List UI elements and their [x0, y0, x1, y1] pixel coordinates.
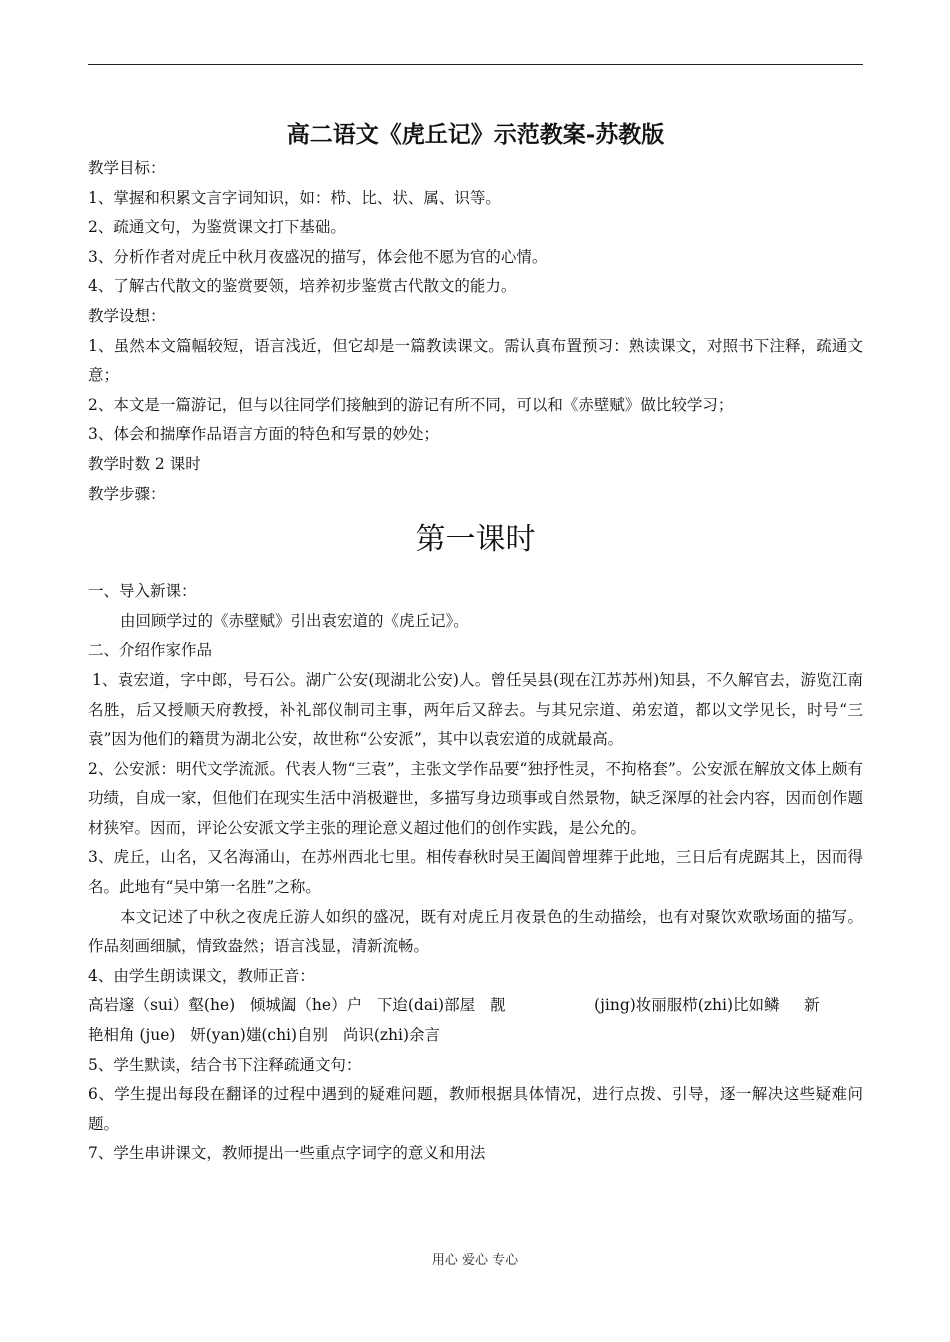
- step-item: 5、学生默读，结合书下注释疏通文句：: [88, 1055, 362, 1074]
- step-item: 6、学生提出每段在翻译的过程中遇到的疑难问题，教师根据具体情况，进行点拨、引导，逐一解决这些疑难问题。: [88, 1085, 863, 1133]
- section1-text: 由回顾学过的《赤壁赋》引出袁宏道的《虎丘记》。: [120, 611, 469, 630]
- teaching-hours: 教学时数 2 课时: [88, 454, 201, 473]
- design-item: 2、本文是一篇游记，但与以往同学们接触到的游记有所不同，可以和《赤壁赋》做比较学习；: [88, 395, 734, 414]
- objective-item: 3、分析作者对虎丘中秋月夜盛况的描写，体会他不愿为官的心情。: [88, 247, 548, 266]
- section1-heading: 一、导入新课：: [88, 582, 197, 601]
- design-item: 1、虽然本文篇幅较短，语言浅近，但它却是一篇教读课文。需认真布置预习：熟读课文，对照书下注释，疏通文意；: [88, 336, 863, 385]
- header-rule: [88, 64, 863, 65]
- steps-heading: 教学步骤：: [88, 484, 166, 503]
- objective-item: 4、了解古代散文的鉴赏要领，培养初步鉴赏古代散文的能力。: [88, 277, 517, 296]
- document-title: 高二语文《虎丘记》示范教案-苏教版: [286, 121, 665, 148]
- huqiu-item: 3、虎丘，山名，又名海涌山，在苏州西北七里。相传春秋时吴王阖闾曾埋葬于此地，三日后有虎踞其上，因而得名。此地有“吴中第一名胜”之称。: [88, 848, 863, 897]
- author-item: 1、袁宏道，字中郎，号石公。湖广公安(现湖北公安)人。曾任吴县(现在江苏苏州)知县，不久解官去，游览江南名胜，后又授顺天府教授，补礼部仪制司主事，两年后又辞去。与其兄宗道、弟宏道，都以文学见长，时号“三袁”因为他们的籍贯为湖北公安，故世称“公安派”，其中以袁宏道的成就最高。: [88, 670, 863, 749]
- document-body: [88, 118, 863, 1169]
- step-item: 7、学生串讲课文，教师提出一些重点字词字的意义和用法: [88, 1144, 486, 1163]
- objective-item: 1、掌握和积累文言字词知识，如：栉、比、状、属、识等。: [88, 188, 501, 207]
- design-item: 3、体会和揣摩作品语言方面的特色和写景的妙处；: [88, 425, 439, 444]
- summary-paragraph: 本文记述了中秋之夜虎丘游人如织的盛况，既有对虎丘月夜景色的生动描绘，也有对聚饮欢歌场面的描写。作品刻画细腻，情致盎然；语言浅显，清新流畅。: [88, 907, 863, 956]
- step-item: 4、由学生朗读课文，教师正音：: [88, 966, 315, 985]
- pronunciation-line: 高岩邃（sui）壑(he) 倾城阖（he）户 下迨(dai)部屋 靓 (jing)妆丽服栉(zhi)比如鳞 新: [88, 996, 820, 1015]
- school-item: 2、公安派：明代文学流派。代表人物“三袁”，主张文学作品要“独抒性灵，不拘格套”。公安派在解放文体上颇有功绩，自成一家，但他们在现实生活中消极避世，多描写身边琐事或自然景物，缺乏深厚的社会内容，因而创作题材狭窄。因而，评论公安派文学主张的理论意义超过他们的创作实践，是公允的。: [88, 759, 864, 837]
- page-footer: 用心 爱心 专心: [431, 1253, 519, 1268]
- objectives-heading: 教学目标：: [88, 159, 166, 177]
- lesson-heading: 第一课时: [415, 522, 536, 558]
- pronunciation-line: 艳相角 (jue) 妍(yan)媸(chi)自别 尚识(zhi)余言: [88, 1026, 441, 1045]
- section2-heading: 二、介绍作家作品: [88, 641, 213, 660]
- design-heading: 教学设想：: [88, 306, 166, 325]
- objective-item: 2、疏通文句，为鉴赏课文打下基础。: [88, 218, 346, 237]
